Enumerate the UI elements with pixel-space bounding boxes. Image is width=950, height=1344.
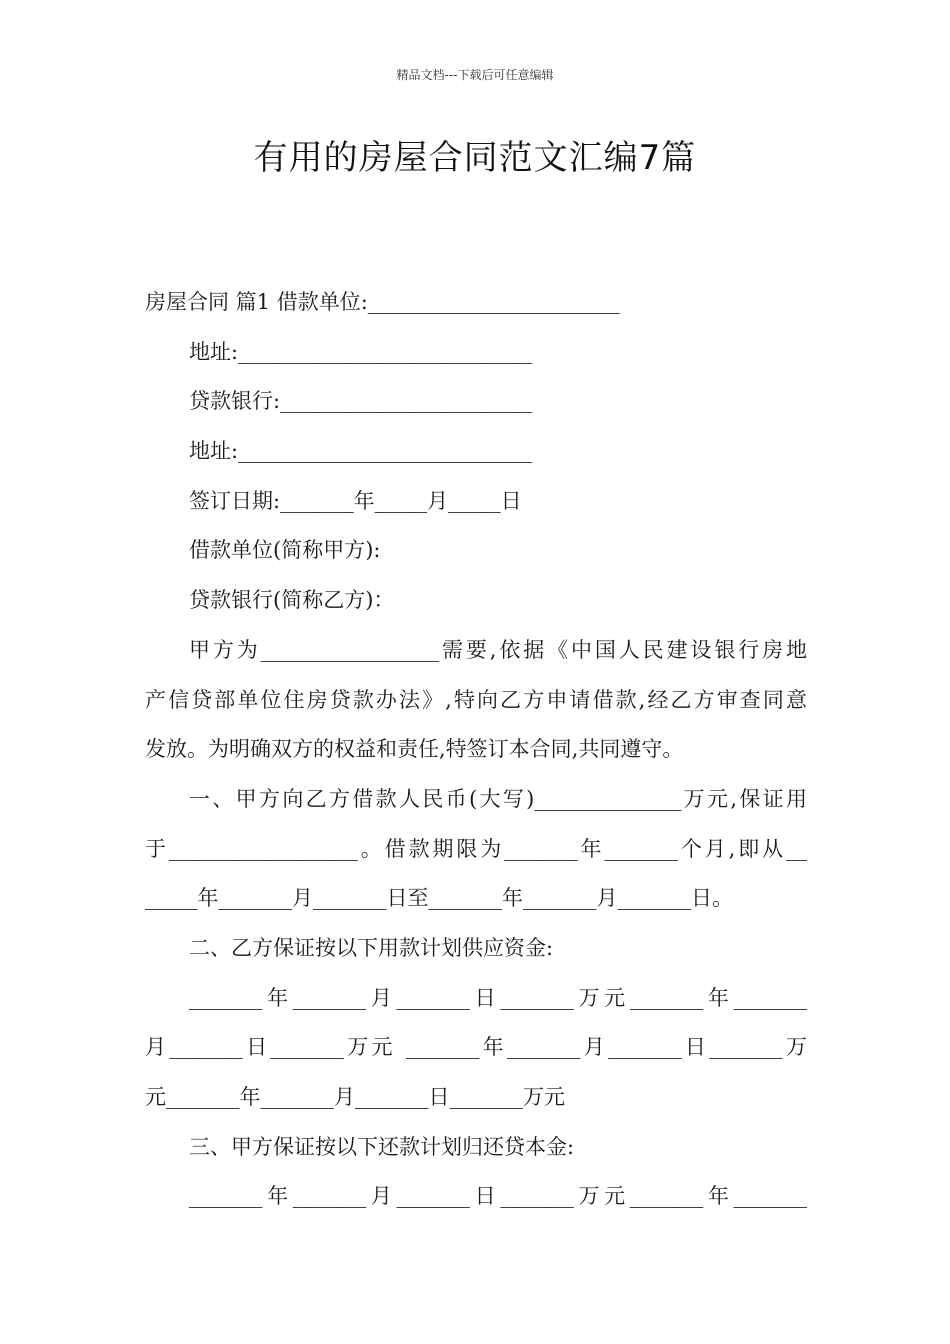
contract-body xyxy=(145,278,807,1222)
contract-line: 地址:____________________________ xyxy=(189,439,533,464)
contract-line: 发放。为明确双方的权益和责任,特签订本合同,共同遵守。 xyxy=(145,737,684,762)
contract-line: 二、乙方保证按以下用款计划供应资金: xyxy=(189,935,554,960)
contract-line: _______年_______月_______日_______万元_______年_______ xyxy=(189,1184,807,1209)
contract-line: 于__________________。借款期限为_______年_______个月,即从__ xyxy=(145,836,807,861)
contract-line: 签订日期:_______年_____月_____日 xyxy=(189,488,522,513)
contract-line: 地址:____________________________ xyxy=(189,339,533,364)
contract-line: 借款单位(简称甲方): xyxy=(189,538,381,563)
contract-line: 甲方为_________________需要,依据《中国人民建设银行房地 xyxy=(189,637,807,662)
document-title: 有用的房屋合同范文汇编7篇 xyxy=(253,138,697,178)
contract-line: _______年_______月_______日_______万元_______年_______ xyxy=(189,985,807,1010)
contract-line: 三、甲方保证按以下还款计划归还贷本金: xyxy=(189,1134,575,1159)
contract-line: 一、甲方向乙方借款人民币(大写)______________万元,保证用 xyxy=(189,786,807,811)
contract-line: 贷款银行:________________________ xyxy=(189,389,533,414)
page-header-note: 精品文档---下载后可任意编辑 xyxy=(396,68,554,82)
contract-line: 产信贷部单位住房贷款办法》,特向乙方申请借款,经乙方审查同意 xyxy=(145,687,807,712)
contract-line: 元_______年_______月_______日_______万元 xyxy=(145,1085,565,1109)
contract-line: 月_______日_______万元 _______年_______月_______日_______万 xyxy=(145,1035,807,1060)
contract-line: 贷款银行(简称乙方)： xyxy=(189,588,395,613)
contract-line: _____年_______月_______日至_______年_______月_______日。 xyxy=(145,886,733,911)
contract-line: 房屋合同 篇1 借款单位:________________________ xyxy=(145,290,620,314)
